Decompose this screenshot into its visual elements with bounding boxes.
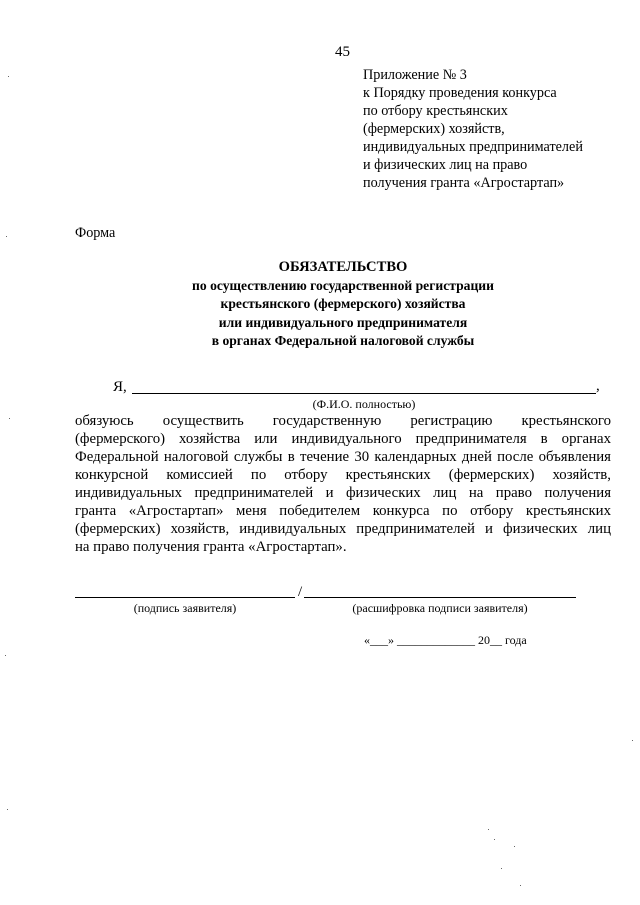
title-line: крестьянского (фермерского) хозяйства (220, 296, 466, 311)
appendix-header (363, 66, 583, 192)
scan-speck (7, 809, 8, 810)
scan-speck (8, 76, 9, 77)
title-line: по осуществлению государственной регистрации (192, 277, 494, 293)
body-line: (фермерских) хозяйств, индивидуальных предпринимателей и физических лиц (75, 521, 611, 537)
scan-speck (514, 846, 515, 847)
scan-speck (501, 868, 502, 869)
body-line: индивидуальных предпринимателей и физических лиц на право получения (75, 485, 611, 501)
date-field[interactable]: «___» _____________ 20__ года (364, 633, 527, 647)
declaration-suffix: , (596, 378, 600, 394)
signature-caption: (подпись заявителя) (133, 601, 237, 615)
appendix-line: получения гранта «Агростартап» (363, 175, 565, 191)
signature-line[interactable] (75, 597, 295, 598)
body-line: (фермерского) хозяйства или индивидуального предпринимателя в органах (75, 431, 611, 447)
appendix-line: к Порядку проведения конкурса (363, 85, 557, 101)
scan-speck (488, 829, 489, 830)
body-line: на право получения гранта «Агростартап». (75, 539, 347, 555)
appendix-line: и физических лиц на право (363, 157, 528, 173)
appendix-line: индивидуальных предпринимателей (363, 139, 583, 155)
signature-decode-line[interactable] (304, 597, 576, 598)
scan-speck (494, 839, 495, 840)
body-line: обязуюсь осуществить государственную регистрацию крестьянского (75, 413, 611, 429)
fio-input-line[interactable] (132, 393, 596, 394)
declaration-prefix: Я, (113, 379, 127, 395)
appendix-line: Приложение № 3 (363, 67, 467, 83)
title-line: или индивидуального предпринимателя (218, 314, 468, 330)
body-line: гранта «Агростартап» меня победителем конкурса по отбору крестьянских (75, 503, 611, 519)
body-line: Федеральной налоговой службы в течение 30 календарных дней после объявления (75, 449, 611, 465)
body-line: конкурсной комиссией по отбору крестьянских (фермерских) хозяйств, (75, 467, 611, 483)
scan-speck (5, 655, 6, 656)
title-heading: ОБЯЗАТЕЛЬСТВО (278, 259, 408, 275)
scan-speck (6, 236, 7, 237)
obligation-text (75, 412, 611, 556)
title-line: в органах Федеральной налоговой службы (211, 333, 475, 348)
appendix-line: по отбору крестьянских (363, 103, 508, 119)
fio-caption: (Ф.И.О. полностью) (312, 397, 416, 411)
scan-speck (632, 740, 633, 741)
signature-separator: / (298, 584, 303, 600)
page-number: 45 (335, 44, 350, 60)
scan-speck (9, 418, 10, 419)
document-title (100, 258, 586, 351)
form-label: Форма (75, 225, 116, 241)
appendix-line: (фермерских) хозяйств, (363, 121, 505, 137)
scan-speck (520, 885, 521, 886)
signature-decode-caption: (расшифровка подписи заявителя) (352, 601, 528, 615)
